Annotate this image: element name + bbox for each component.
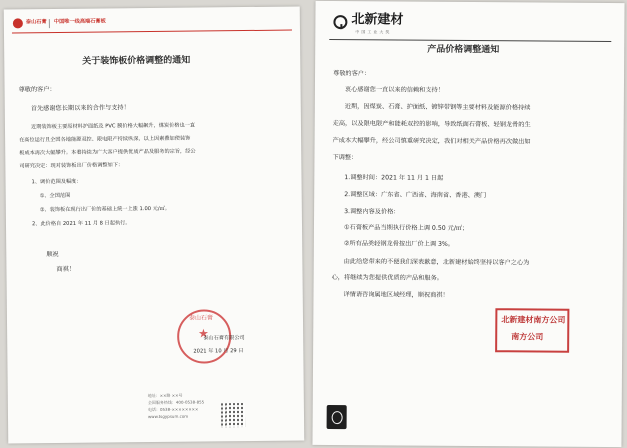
- left-item: 1、调价范围及幅度：: [31, 178, 82, 186]
- right-salutation: 尊敬的客户：: [333, 70, 371, 78]
- left-salutation: 尊敬的客户：: [18, 86, 56, 94]
- left-notice-sheet: [4, 6, 305, 443]
- seal-text: 泰山石膏: [188, 314, 214, 322]
- left-item: ②、装饰板在现行出厂价的基础上统一上涨 1.00 元/㎡。: [39, 205, 171, 214]
- right-para3-line: 心，将继续为您提供优质的产品和服务。: [331, 274, 444, 282]
- seal-star-icon: ★: [198, 326, 209, 341]
- corner-logo-icon: [327, 405, 347, 429]
- header-rule: [329, 39, 611, 42]
- right-item: ①石膏板产品当期执行价格上调 0.50 元/㎡；: [343, 224, 469, 232]
- header-rule: [12, 30, 292, 34]
- left-para1: 首先感谢您长期以来的合作与支持！: [30, 104, 130, 113]
- stamp-text: 北新建材南方公司: [501, 315, 566, 325]
- bnbm-logo-icon: [333, 15, 347, 29]
- right-para2-line: 走高，以及限电限产和能耗双控的影响，导致纸面石膏板、轻钢龙骨的生: [332, 120, 531, 129]
- left-brand: 泰山石膏: [25, 19, 47, 26]
- left-signature: 泰山石膏有限公司: [203, 335, 245, 342]
- right-para2-line: 产成本大幅攀升，经公司慎重研究决定，我们对相关产品价格再次做出如: [332, 137, 531, 146]
- right-para2-line: 下调整：: [332, 154, 358, 162]
- right-para3-line: 由此给您带来的不便我们深表歉意，北新建材始终坚持以客户之心为: [343, 258, 530, 267]
- company-stamp: [495, 308, 569, 353]
- left-footer: 全国服务热线：400-0538-855: [147, 399, 205, 406]
- left-para2-line: 近期装饰板主要原材料护面纸及 PVC 膜价格大幅飙升，煤炭价格也一直: [30, 122, 196, 131]
- left-item: 2、此价格自 2021 年 11 月 8 日起执行。: [31, 220, 131, 228]
- header-divider: [49, 19, 50, 28]
- left-item: ①、全国范围: [39, 192, 71, 200]
- stamp-text: 南方公司: [511, 332, 544, 342]
- taishan-logo-icon: [13, 18, 23, 28]
- qr-code-icon: [221, 403, 245, 427]
- right-item: ②所有品类轻钢龙骨按出厂价上调 3%。: [343, 240, 455, 248]
- right-para1: 衷心感谢您一直以来的信赖和支持！: [344, 86, 444, 94]
- left-para2-line: 板成本再次大幅攀升。本着持续为广大客户提供优质产品及服务的宗旨，经公: [19, 148, 196, 157]
- left-footer: 地址：××路 ××号: [147, 392, 183, 399]
- right-tagline: 中国工业大奖: [355, 29, 392, 35]
- right-item: 2.调整区域：广东省、广西省、海南省、香港、澳门: [344, 191, 487, 200]
- right-item: 1.调整时间：2021 年 11 月 1 日起: [344, 174, 444, 182]
- left-para2-line: 在高位运行且全国各地能源双控、限电限产持续纵深，以上因素叠加使装饰: [19, 135, 191, 144]
- left-footer: www.tsgypsum.com: [147, 413, 189, 420]
- right-title: 产品价格调整通知: [427, 44, 500, 56]
- right-item: 3.调整内容及价格：: [344, 208, 400, 216]
- left-slogan: 中国唯一线高端石膏板: [53, 18, 106, 26]
- left-closing: 商祺！: [56, 265, 76, 274]
- left-footer: 电话：0538-××××××××: [147, 406, 199, 413]
- right-para4: 详情请咨询属地区域经理，顺祝商祺！: [343, 291, 449, 299]
- right-brand: 北新建材: [351, 12, 404, 28]
- right-para2-line: 近期，因煤炭、石膏、护面纸、镀锌带钢等主要材料及能源价格持续: [344, 103, 531, 112]
- left-closing: 顺祝: [46, 251, 59, 259]
- left-para2-line: 司研究决定：现对装饰板出厂价格调整如下：: [19, 162, 124, 170]
- left-date: 2021 年 10 月 29 日: [193, 348, 244, 355]
- left-title: 关于装饰板价格调整的通知: [82, 55, 191, 67]
- right-notice-sheet: [312, 1, 624, 447]
